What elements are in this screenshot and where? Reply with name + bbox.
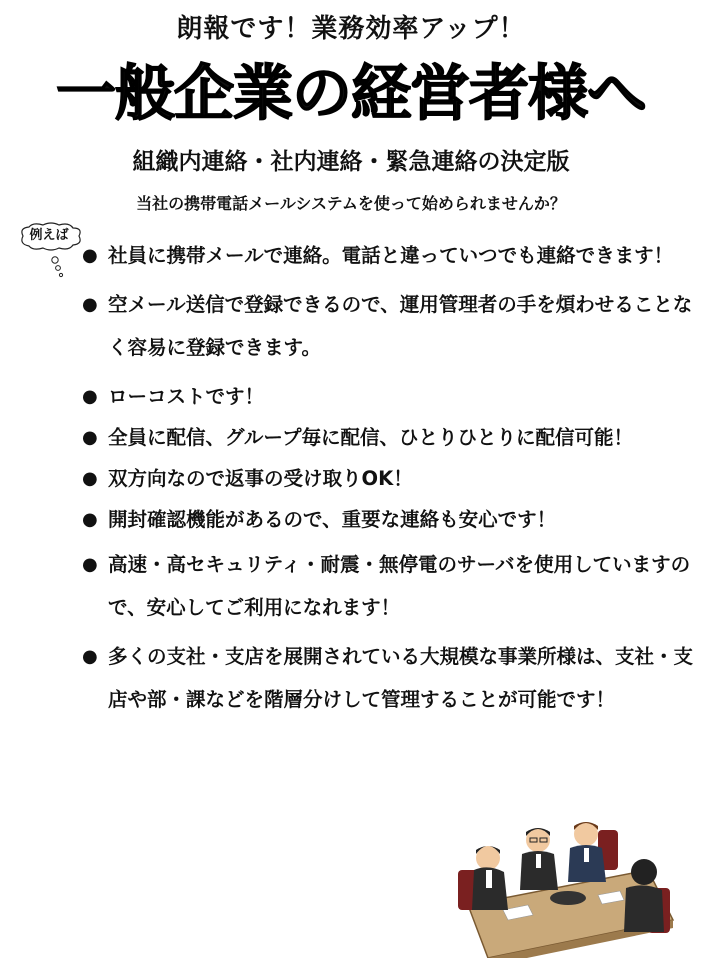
list-item: ● 高速・高セキュリティ・耐震・無停電のサーバを使用していますので、安心してご利用になれます！ bbox=[80, 543, 695, 629]
list-item: ● 双方向なので返事の受け取りOK！ bbox=[80, 457, 695, 500]
list-item: ● 全員に配信、グループ毎に配信、ひとりひとりに配信可能！ bbox=[80, 416, 695, 459]
feature-list bbox=[80, 234, 695, 721]
bullet-icon: ● bbox=[82, 386, 98, 407]
business-meeting-illustration bbox=[448, 810, 680, 958]
bullet-icon: ● bbox=[82, 427, 98, 448]
headline: 一般企業の経営者様へ bbox=[56, 59, 646, 129]
bullet-icon: ● bbox=[82, 245, 98, 266]
list-item: ● ローコストです！ bbox=[80, 375, 695, 418]
bullet-icon: ● bbox=[82, 554, 98, 575]
list-item: ● 社員に携帯メールで連絡。電話と違っていつでも連絡できます！ bbox=[80, 234, 695, 277]
list-item: ● 多くの支社・支店を展開されている大規模な事業所様は、支社・支店や部・課などを階層分けして管理することが可能です！ bbox=[80, 635, 695, 721]
subtitle: 組織内連絡・社内連絡・緊急連絡の決定版 bbox=[132, 149, 570, 175]
bubble-label: 例えば bbox=[29, 228, 69, 243]
bullet-icon: ● bbox=[82, 646, 98, 667]
list-item: ● 空メール送信で登録できるので、運用管理者の手を煩わせることなく容易に登録できます。 bbox=[80, 283, 695, 369]
bullet-icon: ● bbox=[82, 294, 98, 315]
bullet-icon: ● bbox=[82, 509, 98, 530]
bullet-icon: ● bbox=[82, 468, 98, 489]
kicker-text: 朗報です！業務効率アップ！ bbox=[176, 14, 526, 44]
list-item: ● 開封確認機能があるので、重要な連絡も安心です！ bbox=[80, 498, 695, 541]
lead-text: 当社の携帯電話メールシステムを使って始められませんか？ bbox=[136, 194, 566, 213]
